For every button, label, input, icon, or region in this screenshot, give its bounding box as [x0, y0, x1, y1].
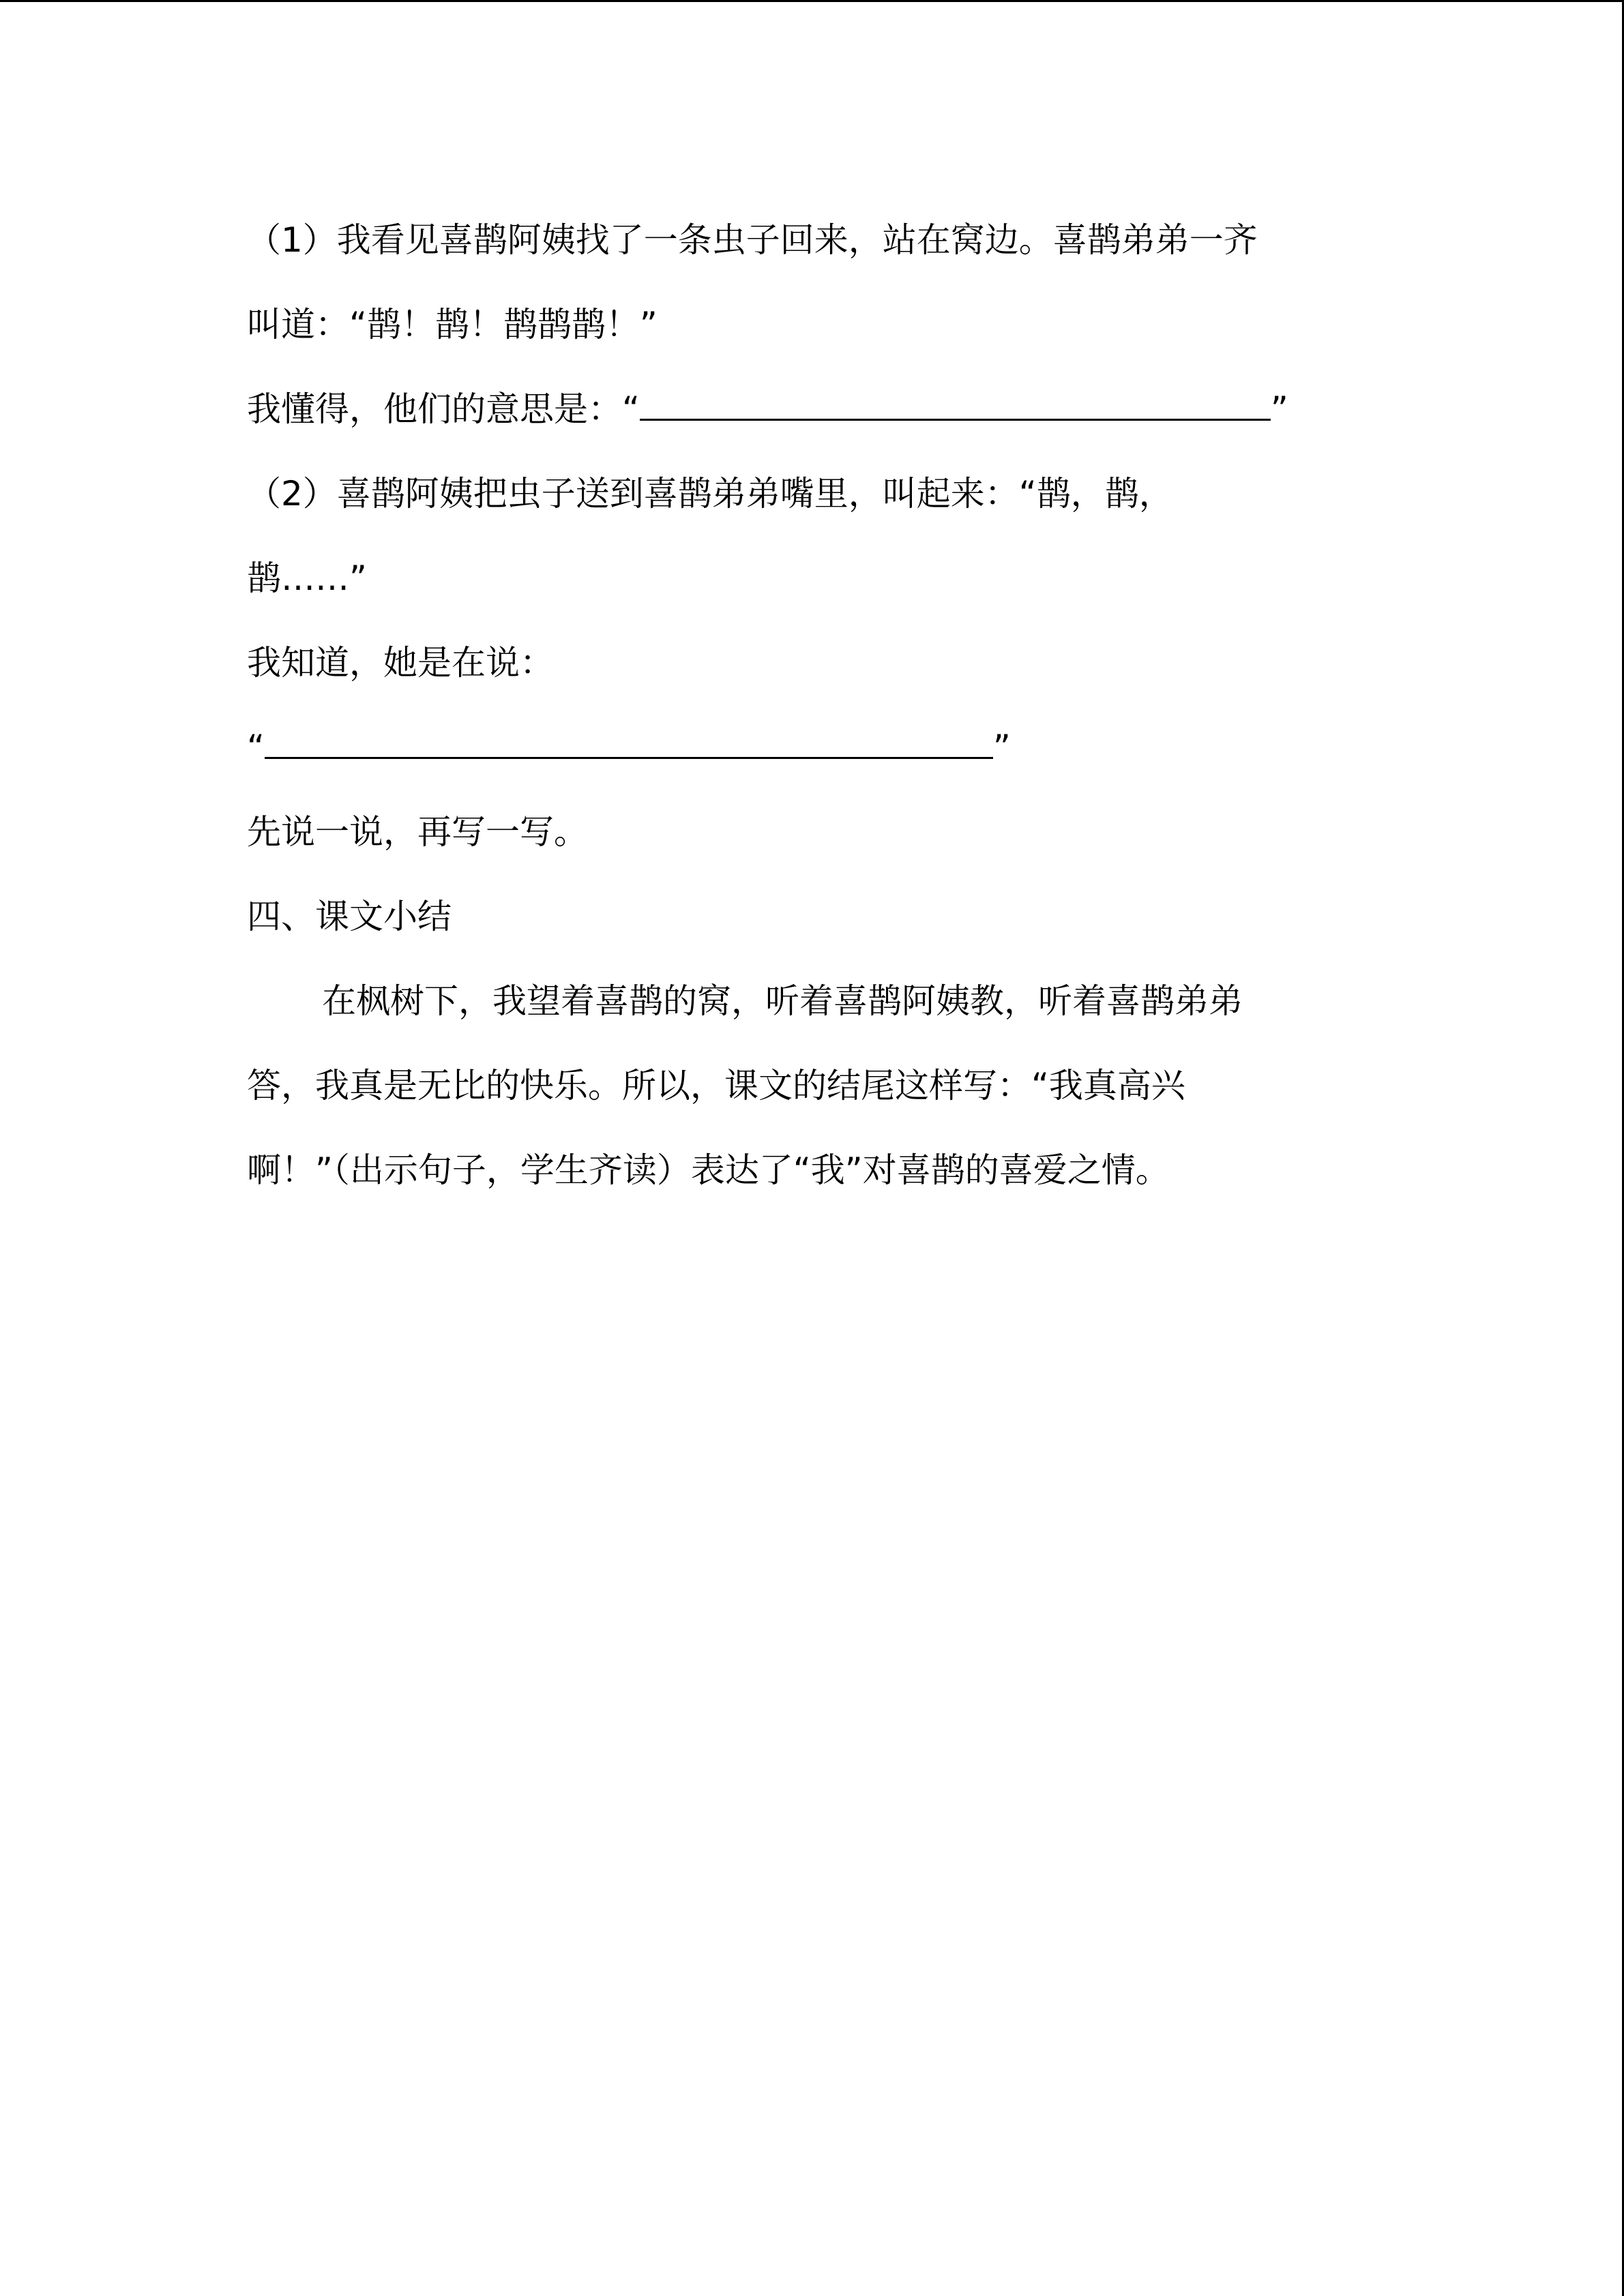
question-2-line-2 — [247, 558, 367, 599]
answer-2-suffix: ” — [992, 728, 1011, 767]
question-2-quote-end: 鹊……” — [247, 558, 367, 598]
question-2-line-3 — [247, 642, 554, 683]
question-2-lead: 我知道，她是在说： — [247, 643, 554, 683]
summary-text-3: 啊！”（出示句子，学生齐读）表达了“我”对喜鹊的喜爱之情。 — [247, 1150, 1170, 1190]
summary-line-3 — [247, 1150, 1170, 1191]
question-1-answer-line — [247, 389, 1288, 430]
instruction-line — [247, 811, 588, 852]
question-1-text: （1）我看见喜鹊阿姨找了一条虫子回来，站在窝边。喜鹊弟弟一齐 — [247, 220, 1258, 260]
summary-line-1 — [247, 981, 1243, 1022]
question-1-line-2 — [247, 304, 658, 345]
section-heading — [247, 896, 452, 937]
question-2-text: （2）喜鹊阿姨把虫子送到喜鹊弟弟嘴里，叫起来：“鹊，鹊， — [247, 474, 1173, 513]
answer-2-blank[interactable] — [265, 727, 993, 759]
page-border-top — [0, 0, 1624, 2]
question-2-line-1 — [247, 473, 1173, 514]
question-1-line-1 — [247, 220, 1258, 260]
answer-1-suffix: ” — [1270, 389, 1288, 429]
answer-1-blank[interactable] — [640, 389, 1271, 421]
summary-text-1: 在枫树下，我望着喜鹊的窝，听着喜鹊阿姨教，听着喜鹊弟弟 — [322, 981, 1243, 1021]
summary-text-2: 答，我真是无比的快乐。所以，课文的结尾这样写：“我真高兴 — [247, 1066, 1185, 1105]
instruction-text: 先说一说，再写一写。 — [247, 812, 588, 852]
answer-1-prefix: 我懂得，他们的意思是：“ — [247, 389, 640, 429]
summary-line-2 — [247, 1065, 1185, 1106]
question-1-quote: 叫道：“鹊！鹊！鹊鹊鹊！” — [247, 305, 658, 344]
question-2-answer-line — [247, 727, 1011, 768]
section-heading-text: 四、课文小结 — [247, 897, 452, 936]
answer-2-prefix: “ — [247, 728, 265, 767]
